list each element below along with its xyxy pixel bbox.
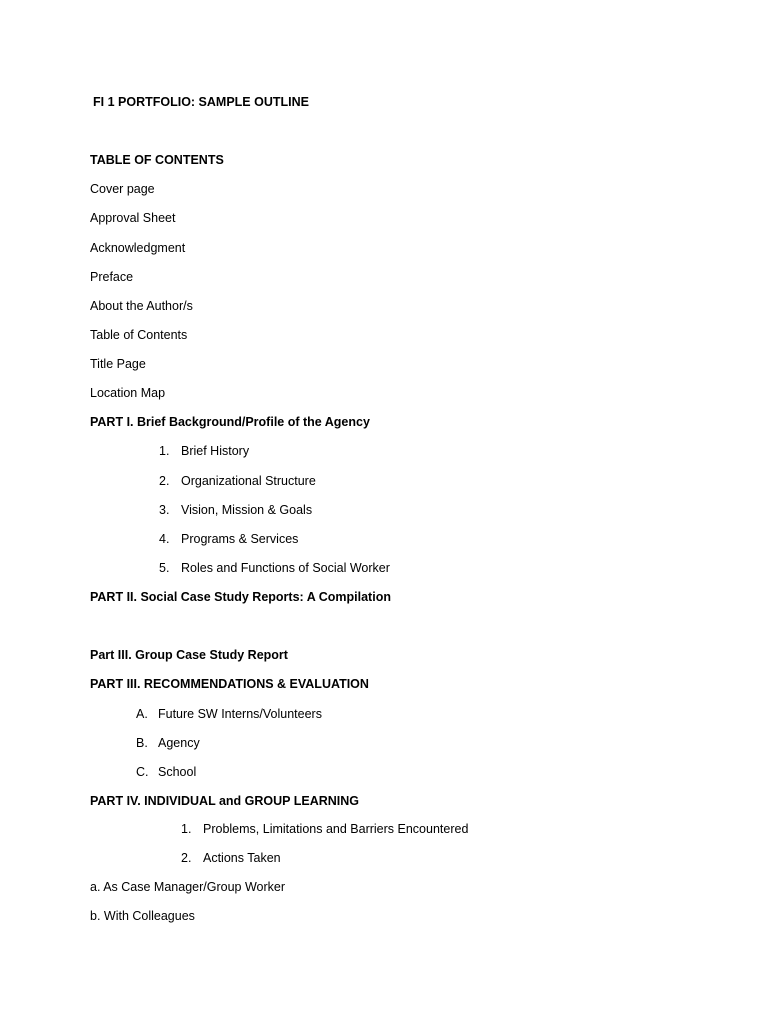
part1-item-2-number: 2. [159, 474, 170, 488]
part4-sub-item-b: b. With Colleagues [90, 909, 195, 923]
part3-item-a-text: Future SW Interns/Volunteers [158, 707, 322, 721]
part4-item-2-number: 2. [181, 851, 192, 865]
toc-item-table-of-contents: Table of Contents [90, 328, 188, 342]
part3-item-c-letter: C. [136, 765, 149, 779]
toc-item-cover-page: Cover page [90, 182, 155, 196]
toc-item-about-authors: About the Author/s [90, 299, 193, 313]
part3-item-b-letter: B. [136, 736, 148, 750]
part3-group-heading: Part III. Group Case Study Report [90, 648, 288, 662]
part4-sub-item-a: a. As Case Manager/Group Worker [90, 880, 285, 894]
part1-item-2-text: Organizational Structure [181, 474, 316, 488]
part3-item-c-text: School [158, 765, 197, 779]
part1-item-1-number: 1. [159, 444, 170, 458]
part1-item-5-number: 5. [159, 561, 170, 575]
part4-item-1-number: 1. [181, 822, 192, 836]
part1-item-3-number: 3. [159, 503, 170, 517]
toc-heading: TABLE OF CONTENTS [90, 153, 224, 167]
toc-item-preface: Preface [90, 270, 134, 284]
toc-item-location-map: Location Map [90, 386, 166, 400]
part4-item-2-text: Actions Taken [203, 851, 281, 865]
part1-item-5-text: Roles and Functions of Social Worker [181, 561, 390, 575]
part3-item-a-letter: A. [136, 707, 148, 721]
part1-heading: PART I. Brief Background/Profile of the Agency [90, 415, 370, 429]
toc-item-title-page: Title Page [90, 357, 146, 371]
part1-item-4-number: 4. [159, 532, 170, 546]
part1-item-1-text: Brief History [181, 444, 250, 458]
part4-item-1-text: Problems, Limitations and Barriers Encountered [203, 822, 469, 836]
part1-item-3-text: Vision, Mission & Goals [181, 503, 313, 517]
part3-item-b-text: Agency [158, 736, 200, 750]
part2-heading: PART II. Social Case Study Reports: A Compilation [90, 590, 391, 604]
toc-item-approval-sheet: Approval Sheet [90, 211, 176, 225]
document-title: FI 1 PORTFOLIO: SAMPLE OUTLINE [93, 95, 309, 109]
toc-item-acknowledgment: Acknowledgment [90, 241, 186, 255]
part4-heading: PART IV. INDIVIDUAL and GROUP LEARNING [90, 794, 360, 808]
part1-item-4-text: Programs & Services [181, 532, 299, 546]
part3-heading: PART III. RECOMMENDATIONS & EVALUATION [90, 677, 369, 691]
